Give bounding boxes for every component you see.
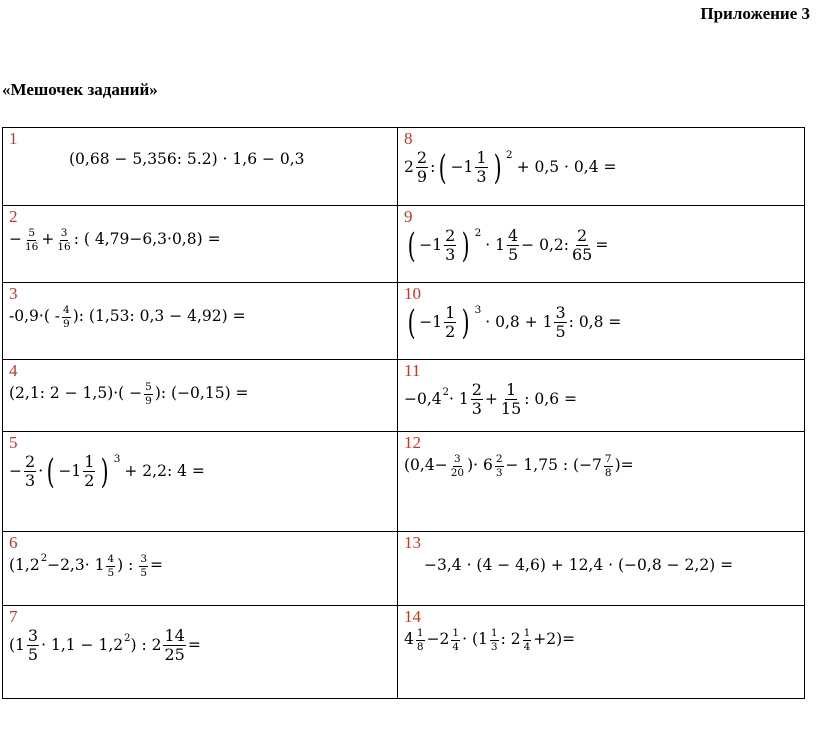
task-expression: (0,68 − 5,356: 5.2) · 1,6 − 0,3 xyxy=(69,150,305,168)
task-expression: −3,4 · (4 − 4,6) + 12,4 · (−0,8 − 2,2) = xyxy=(424,556,734,574)
task-number: 7 xyxy=(9,607,18,626)
task-cell-2 xyxy=(3,206,398,283)
task-number: 5 xyxy=(9,433,18,452)
task-number: 2 xyxy=(9,207,18,226)
task-cell-7 xyxy=(3,606,398,699)
task-expression: − $\frac{5}{16}$ + $\frac{3}{16}$ : ( 4,79−6,3·0,8) = xyxy=(9,227,221,253)
task-expression: 4 $\frac{1}{8}$ −2 $\frac{1}{4}$ · (1 $\frac{1}{3}$ : 2 $\frac{1}{4}$ +2)= xyxy=(404,627,576,653)
task-cell-11 xyxy=(398,360,805,432)
task-expression: (1 $\frac{3}{5}$ · 1,1 − 1,2 2 ) : 2 $\frac{14}{25}$ = xyxy=(9,626,201,664)
task-cell-5 xyxy=(3,432,398,532)
task-cell-12 xyxy=(398,432,805,532)
task-number: 10 xyxy=(404,284,421,303)
task-expression: − $\frac{2}{3}$ · ( −1 $\frac{1}{2}$ ) 3 + 2,2: 4 = xyxy=(9,451,205,492)
task-number: 14 xyxy=(404,607,421,626)
task-number: 9 xyxy=(404,207,413,226)
task-cell-3 xyxy=(3,283,398,360)
task-expression: (0,4− $\frac{3}{20}$ )· 6 $\frac{2}{3}$ − 1,75 : (−7 $\frac{7}{8}$ )= xyxy=(404,453,634,479)
task-cell-9 xyxy=(398,206,805,283)
task-cell-6 xyxy=(3,532,398,606)
task-expression: (1,2 2 −2,3· 1 $\frac{4}{5}$ ) : $\frac{3}{5}$ = xyxy=(9,553,164,579)
task-expression: -0,9·( - $\frac{4}{9}$ ): (1,53: 0,3 − 4,92) = xyxy=(9,304,246,330)
task-cell-4 xyxy=(3,360,398,432)
task-cell-1 xyxy=(3,128,398,206)
task-expression: ( −1 $\frac{1}{2}$ ) 3 · 0,8 + 1 $\frac{3}{5}$ : 0,8 = xyxy=(407,302,622,343)
task-cell-14 xyxy=(398,606,805,699)
task-number: 11 xyxy=(404,361,421,380)
task-number: 12 xyxy=(404,433,421,452)
page-title: «Мешочек заданий» xyxy=(2,80,158,99)
task-expression: −0,4 2 · 1 $\frac{2}{3}$ + $\frac{1}{15}$ : 0,6 = xyxy=(404,380,577,418)
task-number: 1 xyxy=(9,129,18,148)
task-number: 8 xyxy=(404,129,413,148)
task-table xyxy=(2,127,805,699)
task-expression: ( −1 $\frac{2}{3}$ ) 2 · 1 $\frac{4}{5}$ − 0,2: $\frac{2}{65}$ = xyxy=(407,225,609,266)
task-number: 13 xyxy=(404,533,421,552)
task-expression: (2,1: 2 − 1,5)·( − $\frac{5}{9}$ ): (−0,15) = xyxy=(9,381,249,407)
task-number: 4 xyxy=(9,361,18,380)
task-cell-8 xyxy=(398,128,805,206)
task-number: 3 xyxy=(9,284,18,303)
task-expression: 2 $\frac{2}{9}$ : ( −1 $\frac{1}{3}$ ) 2 + 0,5 · 0,4 = xyxy=(404,147,617,188)
task-cell-10 xyxy=(398,283,805,360)
appendix-label: Приложение 3 xyxy=(700,4,810,23)
task-cell-13 xyxy=(398,532,805,606)
task-number: 6 xyxy=(9,533,18,552)
